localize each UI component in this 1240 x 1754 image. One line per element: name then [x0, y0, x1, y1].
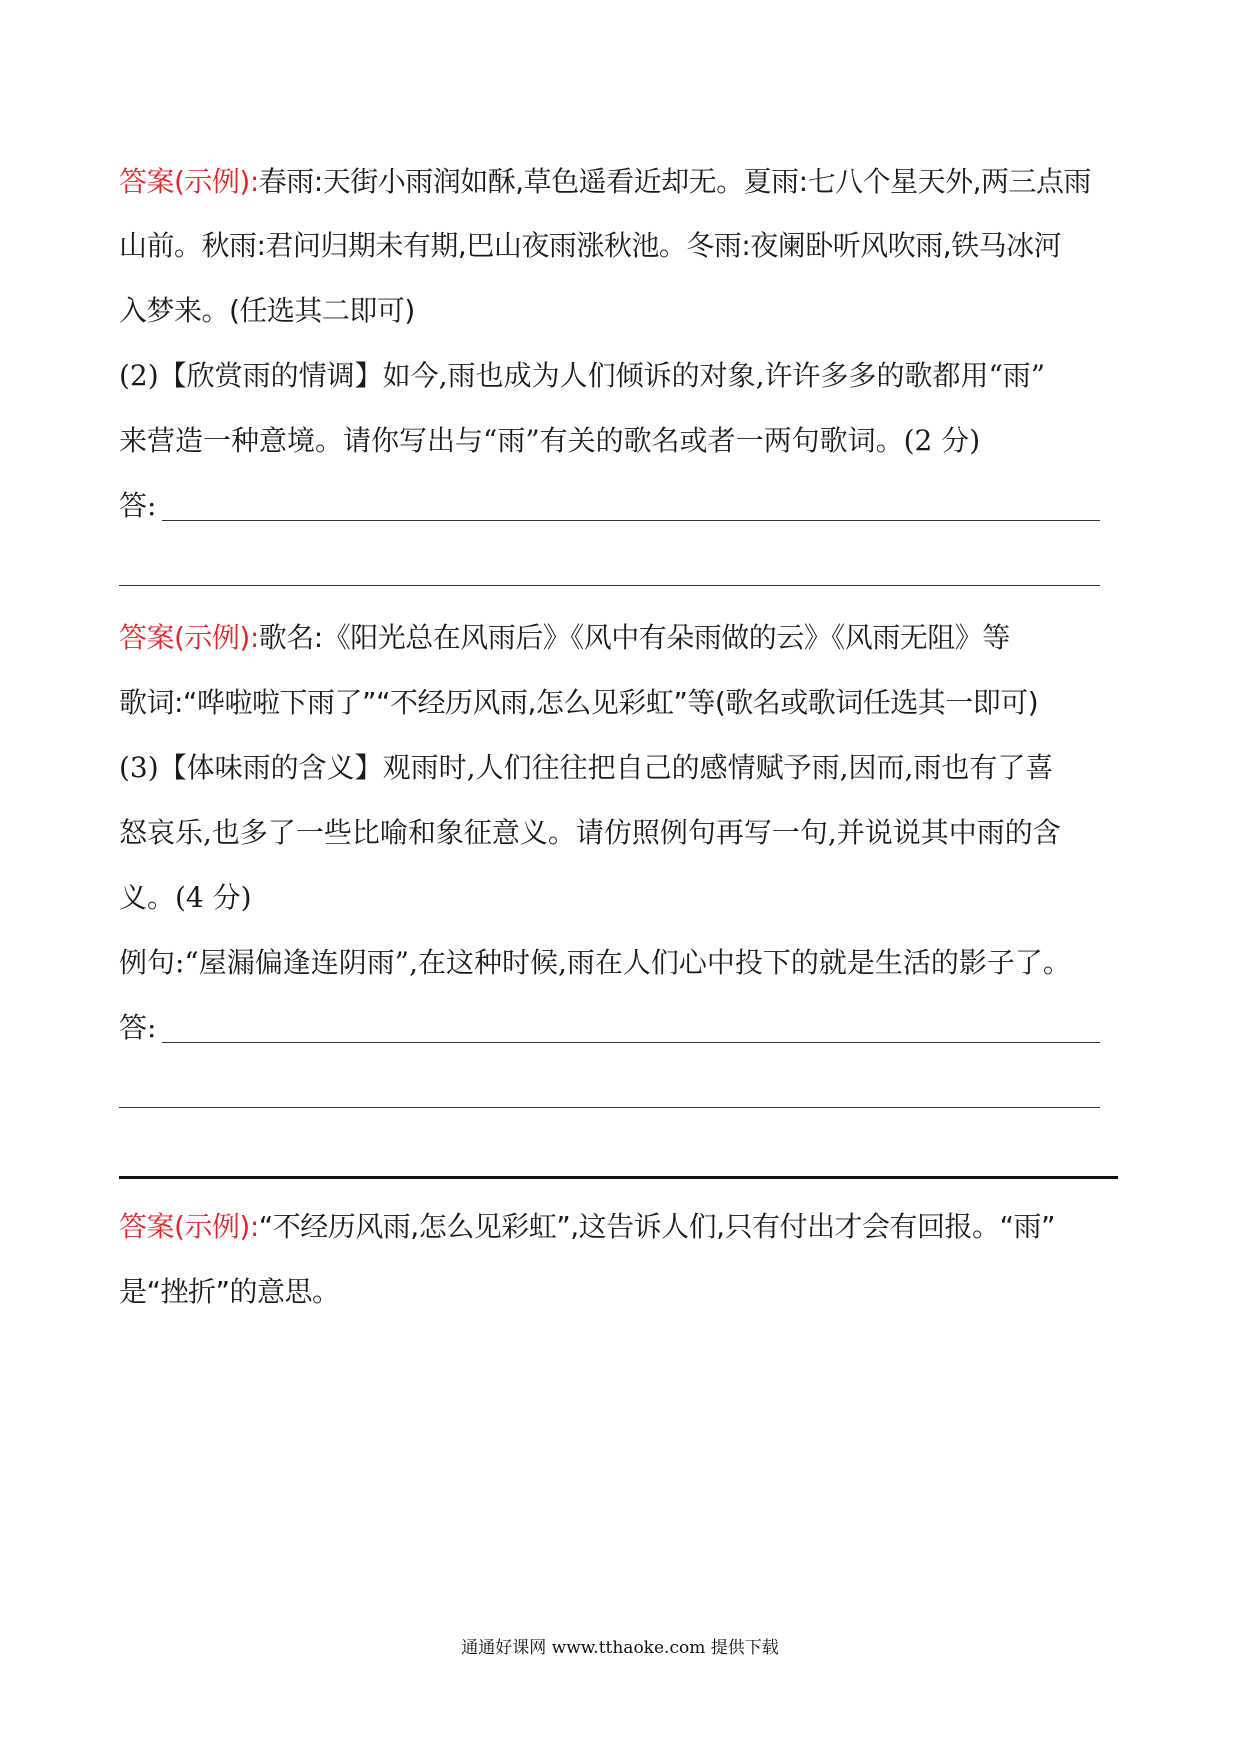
answer-label: 答案(示例): — [119, 165, 259, 198]
question-3-line-2: 怒哀乐,也多了一些比喻和象征意义。请仿照例句再写一句,并说说其中雨的含 — [119, 816, 1061, 849]
footer-text: 通通好课网 www.tthaoke.com 提供下载 — [461, 1638, 779, 1658]
question-2-line-1: (2)【欣赏雨的情调】如今,雨也成为人们倾诉的对象,许许多多的歌都用“雨” — [119, 359, 1046, 392]
question-3-example: 例句:“屋漏偏逢连阴雨”,在这种时候,雨在人们心中投下的就是生活的影子了。 — [119, 946, 1071, 979]
answer-label: 答案(示例): — [119, 621, 259, 654]
answer-3-line-2: 是“挫折”的意思。 — [119, 1275, 340, 1308]
answer-blank-line[interactable] — [162, 520, 1100, 521]
answer-blank-line[interactable] — [119, 585, 1100, 586]
answer-2-line-2: 歌词:“哗啦啦下雨了”“不经历风雨,怎么见彩虹”等(歌名或歌词任选其一即可) — [119, 686, 1039, 719]
answer-label: 答案(示例): — [119, 1210, 259, 1243]
answer-3-line-1 — [119, 1207, 1055, 1247]
answer-text: 歌名:《阳光总在风雨后》《风中有朵雨做的云》《风雨无阻》等 — [258, 621, 1010, 654]
answer-1-line-3: 入梦来。(任选其二即可) — [119, 294, 415, 327]
section-divider — [119, 1176, 1118, 1179]
question-3-line-3: 义。(4 分) — [119, 881, 252, 914]
answer-1-line-2: 山前。秋雨:君问归期未有期,巴山夜雨涨秋池。冬雨:夜阑卧听风吹雨,铁马冰河 — [119, 229, 1062, 262]
answer-text: 春雨:天街小雨润如酥,草色遥看近却无。夏雨:七八个星天外,两三点雨 — [258, 165, 1091, 198]
answer-blank-line[interactable] — [119, 1107, 1100, 1108]
answer-blank-line[interactable] — [162, 1042, 1100, 1043]
answer-1-line-1 — [119, 162, 1091, 202]
answer-prompt-q2: 答: — [119, 489, 157, 522]
answer-2-line-1 — [119, 618, 1010, 658]
question-3-line-1: (3)【体味雨的含义】观雨时,人们往往把自己的感情赋予雨,因而,雨也有了喜 — [119, 751, 1054, 784]
answer-prompt-q3: 答: — [119, 1011, 157, 1044]
question-2-line-2: 来营造一种意境。请你写出与“雨”有关的歌名或者一两句歌词。(2 分) — [119, 424, 981, 457]
answer-text: “不经历风雨,怎么见彩虹”,这告诉人们,只有付出才会有回报。“雨” — [258, 1210, 1056, 1243]
